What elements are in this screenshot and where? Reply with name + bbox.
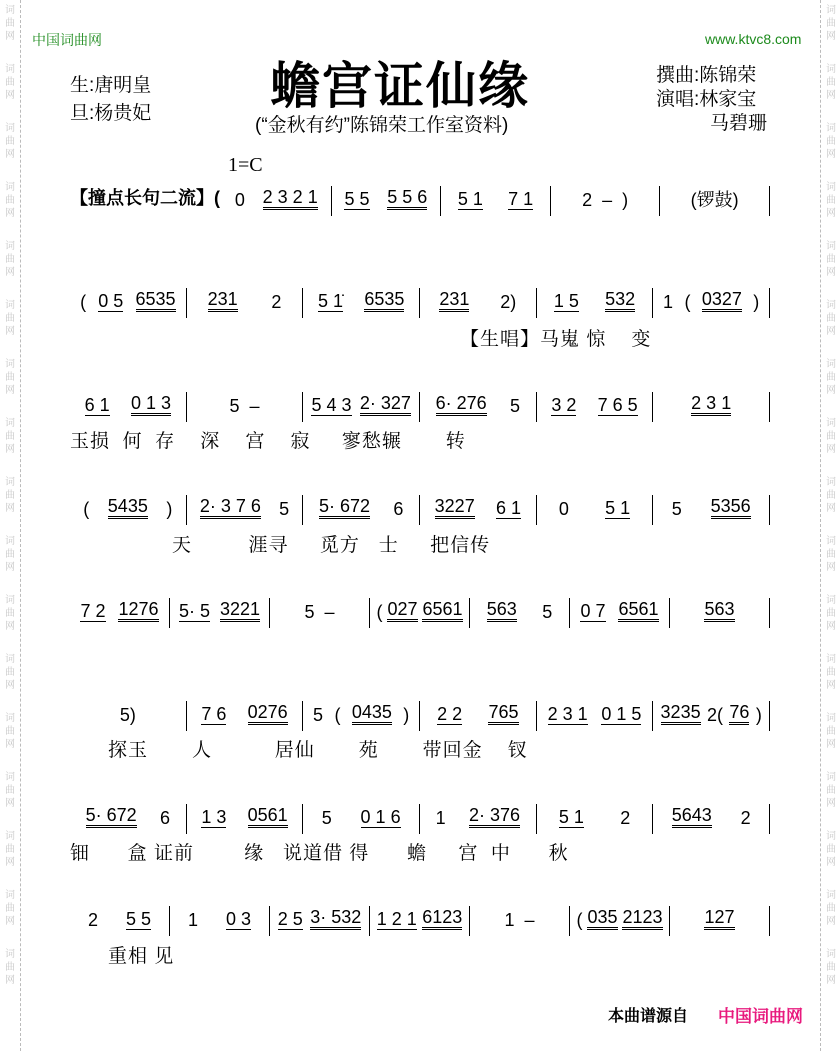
measure — [187, 496, 303, 519]
note-group: 1 — [663, 292, 674, 312]
measure — [270, 907, 369, 930]
note-group: 5 4 3 — [311, 395, 352, 415]
note-group: 231 — [439, 289, 469, 312]
watermark-text: 词 曲 网 — [826, 64, 836, 101]
measure — [70, 393, 186, 416]
footer-source-label: 本曲谱源自 — [608, 1008, 689, 1025]
note-group: 0 3 — [225, 909, 251, 929]
measure — [187, 702, 303, 725]
note-group: 2 3 1 — [547, 704, 588, 724]
notation-row — [70, 493, 770, 519]
note-group: 2 2 — [437, 704, 463, 724]
measure — [551, 190, 660, 210]
site-name[interactable]: 中国词曲网 — [32, 32, 102, 48]
measure — [70, 599, 169, 622]
note-group: 2 — [87, 910, 98, 930]
note-group: 0327 — [702, 289, 742, 312]
measure — [537, 704, 653, 725]
note-group: 1 2 1 — [376, 909, 417, 929]
site-url[interactable]: www.ktvc8.com — [705, 31, 802, 47]
note-group: 765 — [488, 702, 518, 725]
notation-row — [70, 699, 770, 725]
watermark-text: 词 曲 网 — [826, 359, 836, 396]
measure — [303, 393, 419, 416]
note-group: 5 — [279, 499, 290, 519]
note-group: 1276 — [118, 599, 158, 622]
measure — [303, 496, 419, 519]
note-group: 5 1 — [558, 807, 584, 827]
note-group: 6535 — [136, 289, 176, 312]
note-group: 0 1 5 — [601, 704, 642, 724]
watermark-text: 词 曲 网 — [826, 5, 836, 42]
watermark-text: 词 曲 网 — [5, 713, 15, 750]
measure — [420, 496, 536, 519]
note-group: 5) — [119, 705, 136, 725]
note-group: 6123 — [422, 907, 462, 930]
measure — [420, 702, 536, 725]
watermark-right — [823, 4, 839, 1007]
measure — [70, 496, 186, 519]
measure — [187, 289, 303, 312]
note-group: 0435 — [352, 702, 392, 725]
notation-row — [70, 904, 770, 930]
measure — [303, 289, 419, 312]
watermark-text: 词 曲 网 — [5, 654, 15, 691]
notation-row — [70, 390, 770, 416]
note-group: 5 — [671, 499, 682, 519]
bar-line — [769, 186, 770, 216]
measure — [570, 599, 669, 622]
note-group: 2· 327 — [360, 393, 411, 416]
note-group: ) — [755, 705, 762, 725]
measure — [70, 705, 186, 725]
note-group: 2) — [500, 292, 517, 312]
measure — [470, 599, 569, 622]
note-group: (锣鼓) — [690, 190, 739, 210]
lyrics-line: 玉损 何 存 深 宫 寂 寥愁辗 转 — [70, 431, 466, 452]
watermark-text: 词 曲 网 — [826, 713, 836, 750]
note-group: 5 1 — [457, 189, 483, 209]
watermark-text: 词 曲 网 — [5, 772, 15, 809]
note-group: 0 5 — [98, 291, 124, 311]
note-group: 5 — [510, 396, 521, 416]
watermark-text: 词 曲 网 — [826, 949, 836, 986]
measure — [537, 289, 653, 312]
footer-source-site[interactable]: 中国词曲网 — [718, 1007, 803, 1026]
note-group: ( — [83, 499, 90, 519]
note-group: 5435 — [108, 496, 148, 519]
watermark-text: 词 曲 网 — [826, 418, 836, 455]
note-group: 5 – — [304, 602, 335, 622]
note-group: 0561 — [248, 805, 288, 828]
note-group: ( — [684, 292, 691, 312]
watermark-text: 词 曲 网 — [5, 5, 15, 42]
measure — [420, 393, 536, 416]
note-group: 5 — [313, 705, 324, 725]
note-group: 0276 — [248, 702, 288, 725]
note-group: 0 7 — [580, 601, 606, 621]
note-group: 035 — [587, 907, 617, 930]
watermark-text: 词 曲 网 — [5, 418, 15, 455]
lyrics-line: 探玉 人 居仙 苑 带回金 钗 — [108, 740, 528, 761]
note-group: ( — [334, 705, 341, 725]
watermark-text: 词 曲 网 — [5, 949, 15, 986]
key-signature: 1=C — [228, 154, 263, 176]
measure — [670, 599, 769, 622]
note-group: ) — [403, 705, 410, 725]
measure — [270, 602, 369, 622]
bar-line — [769, 906, 770, 936]
note-group: 7 1 — [508, 189, 534, 209]
note-group: 5 5 6 — [387, 187, 427, 210]
measure — [420, 289, 536, 312]
note-group: 5643 — [672, 805, 712, 828]
notation-row — [70, 286, 770, 312]
measure — [653, 702, 769, 725]
measure — [370, 599, 469, 622]
note-group: 5· 672 — [86, 805, 137, 828]
note-group: 5 – — [229, 396, 260, 416]
lyrics-line: 重相 见 — [108, 946, 175, 967]
measure — [70, 805, 186, 828]
watermark-text: 词 曲 网 — [5, 477, 15, 514]
watermark-text: 词 曲 网 — [826, 241, 836, 278]
measure — [303, 807, 419, 828]
note-group: 76 — [729, 702, 749, 725]
note-group: 532 — [605, 289, 635, 312]
note-group: 6561 — [618, 599, 658, 622]
subtitle: (“金秋有约”陈锦荣工作室资料) — [255, 115, 509, 136]
lyrics-line: 钿 盒 证前 缘 说道借 得 蟾 宫 中 秋 — [70, 843, 569, 864]
bar-line — [769, 495, 770, 525]
note-group: 2 3 1 — [691, 393, 731, 416]
note-group: 3 2 — [551, 395, 577, 415]
note-group: 2 3 2 1 — [263, 187, 318, 210]
note-group: 7 6 — [201, 704, 227, 724]
watermark-text: 词 曲 网 — [5, 359, 15, 396]
note-group: 6 — [393, 499, 404, 519]
note-group: 3· 532 — [310, 907, 361, 930]
row-prefix: 【撞点长句二流】( — [70, 188, 220, 208]
note-group: 1 5 — [553, 291, 579, 311]
note-group: 127 — [704, 907, 734, 930]
note-group: 3221 — [220, 599, 260, 622]
note-group: 5 1 — [605, 498, 631, 518]
watermark-text: 词 曲 网 — [5, 64, 15, 101]
note-group: 563 — [487, 599, 517, 622]
measure — [537, 807, 653, 828]
note-group: 2123 — [622, 907, 662, 930]
watermark-text: 词 曲 网 — [826, 123, 836, 160]
measure — [470, 910, 569, 930]
note-group: 0 1 3 — [131, 393, 171, 416]
note-group: 2 5 — [277, 909, 303, 929]
measure — [570, 907, 669, 930]
note-group: 2· 3 7 6 — [200, 496, 261, 519]
watermark-text: 词 曲 网 — [826, 595, 836, 632]
note-group: 5 — [321, 808, 332, 828]
measure — [170, 909, 269, 930]
watermark-text: 词 曲 网 — [5, 595, 15, 632]
note-group: 5· 5 — [178, 601, 210, 621]
note-group: 5356 — [711, 496, 751, 519]
note-group: 0 1 6 — [360, 807, 401, 827]
measure — [70, 289, 186, 312]
note-group: 5 1̇ — [317, 291, 344, 311]
bar-line — [769, 288, 770, 318]
bar-line — [769, 598, 770, 628]
measure — [653, 289, 769, 312]
note-group: 5· 672 — [319, 496, 370, 519]
watermark-text: 词 曲 网 — [5, 182, 15, 219]
bar-line — [769, 701, 770, 731]
note-group: ) — [753, 292, 760, 312]
measure — [653, 496, 769, 519]
note-group: 027 — [387, 599, 417, 622]
watermark-text: 词 曲 网 — [5, 890, 15, 927]
note-group: ( — [376, 602, 383, 622]
note-group: 1 – — [504, 910, 535, 930]
measure — [653, 805, 769, 828]
measure — [70, 909, 169, 930]
note-group: 2 — [271, 292, 282, 312]
note-group: 5 5 — [344, 189, 370, 209]
note-group: 0 — [234, 190, 245, 210]
measure — [187, 805, 303, 828]
watermark-text: 词 曲 网 — [826, 300, 836, 337]
lyrics-line: 天 涯寻 觅方 士 把信传 — [172, 535, 491, 556]
note-group: ( — [80, 292, 87, 312]
right-margin-line — [820, 0, 821, 1051]
watermark-text: 词 曲 网 — [826, 772, 836, 809]
watermark-text: 词 曲 网 — [826, 536, 836, 573]
measure — [222, 187, 331, 210]
note-group: ( — [576, 910, 583, 930]
note-group: 2· 376 — [469, 805, 520, 828]
watermark-text: 词 曲 网 — [5, 536, 15, 573]
notation-row — [70, 184, 770, 210]
note-group: 7 2 — [80, 601, 106, 621]
note-group: 2( — [706, 705, 723, 725]
note-group: 563 — [704, 599, 734, 622]
note-group: 6· 276 — [436, 393, 487, 416]
measure — [420, 805, 536, 828]
note-group: 7 6 5 — [597, 395, 638, 415]
watermark-text: 词 曲 网 — [5, 300, 15, 337]
note-group: 6 — [159, 808, 170, 828]
watermark-text: 词 曲 网 — [826, 477, 836, 514]
note-group: 3227 — [435, 496, 475, 519]
measure — [660, 190, 769, 210]
note-group: 5 5 — [125, 909, 151, 929]
note-group: ) — [166, 499, 173, 519]
composer: 撰曲:陈锦荣 — [656, 65, 757, 86]
watermark-text: 词 曲 网 — [5, 831, 15, 868]
note-group: 6 1 — [84, 395, 110, 415]
note-group: 6561 — [422, 599, 462, 622]
watermark-text: 词 曲 网 — [826, 890, 836, 927]
page-title: 蟾宫证仙缘 — [270, 58, 530, 114]
measure — [537, 395, 653, 416]
note-group: 5 — [542, 602, 553, 622]
singer-2: 马碧珊 — [710, 113, 768, 134]
watermark-text: 词 曲 网 — [5, 123, 15, 160]
note-group: 2 – ) — [582, 190, 629, 210]
watermark-text: 词 曲 网 — [826, 654, 836, 691]
role-dan: 旦:杨贵妃 — [70, 103, 152, 124]
note-group: 1 — [187, 910, 198, 930]
bar-line — [769, 804, 770, 834]
note-group: 1 3 — [201, 807, 227, 827]
lyrics-line: 【生唱】马嵬 惊 变 — [460, 329, 652, 350]
note-group: 2 — [740, 808, 751, 828]
measure — [537, 498, 653, 519]
note-group: 231 — [208, 289, 238, 312]
watermark-text: 词 曲 网 — [826, 831, 836, 868]
note-group: 2 — [620, 808, 631, 828]
watermark-left — [2, 4, 18, 1007]
notation-row — [70, 596, 770, 622]
watermark-text: 词 曲 网 — [826, 182, 836, 219]
note-group: 1 — [435, 808, 446, 828]
bar-line — [769, 392, 770, 422]
measure — [332, 187, 441, 210]
note-group: 6 1 — [496, 498, 522, 518]
measure — [187, 396, 303, 416]
measure — [303, 702, 419, 725]
note-group: 6535 — [364, 289, 404, 312]
role-sheng: 生:唐明皇 — [70, 75, 152, 96]
note-group: 0 — [558, 499, 569, 519]
left-margin-line — [20, 0, 21, 1051]
note-group: 3235 — [661, 702, 701, 725]
measure — [670, 907, 769, 930]
watermark-text: 词 曲 网 — [5, 241, 15, 278]
measure — [441, 189, 550, 210]
notation-row — [70, 802, 770, 828]
measure — [653, 393, 769, 416]
measure — [370, 907, 469, 930]
measure — [170, 599, 269, 622]
singers: 演唱:林家宝 — [656, 89, 757, 110]
